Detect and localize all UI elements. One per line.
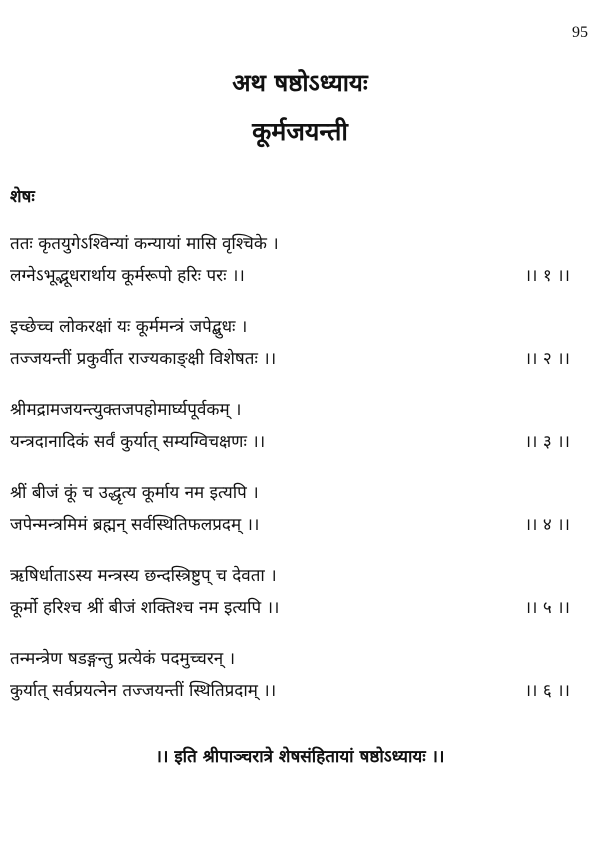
verse-line-with-number (10, 675, 570, 707)
colophon: ।। इति श्रीपाञ्चरात्रे शेषसंहितायां षष्ठोऽध्यायः ।। (155, 747, 445, 767)
verse-line-text: तज्जयन्तीं प्रकुर्वीत राज्यकाङ्क्षी विशेषतः ।। (10, 349, 277, 369)
verse-number: ।। १ ।। (524, 266, 570, 286)
verse-line: ऋषिर्धाताऽस्य मन्त्रस्य छन्दस्त्रिष्टुप् च देवता । (10, 566, 277, 586)
verse-line: ततः कृतयुगेऽश्विन्यां कन्यायां मासि वृश्चिके । (10, 234, 279, 254)
verse-line-with-number (10, 426, 570, 458)
chapter-subtitle: कूर्मजयन्ती (252, 117, 348, 146)
verse-line-text: कूर्मो हरिश्च श्रीं बीजं शक्तिश्च नम इत्यपि ।। (10, 598, 280, 618)
verse-line-with-number (10, 343, 570, 375)
verse-line-with-number (10, 592, 570, 624)
verse-block (10, 560, 570, 624)
verse-number: ।। २ ।। (524, 349, 570, 369)
speaker-label: शेषः (10, 187, 35, 207)
verse-block (10, 311, 570, 375)
verse-line: तन्मन्त्रेण षडङ्गन्तु प्रत्येकं पदमुच्चरन् । (10, 649, 236, 669)
verse-line-text: जपेन्मन्त्रमिमं ब्रह्मन् सर्वस्थितिफलप्रदम् ।। (10, 515, 260, 535)
verse-block (10, 394, 570, 458)
verse-line-with-number (10, 509, 570, 541)
verse-block (10, 228, 570, 292)
verse-number: ।। ३ ।। (524, 432, 570, 452)
verse-block (10, 643, 570, 707)
verse-line-text: कुर्यात् सर्वप्रयत्नेन तज्जयन्तीं स्थितिप्रदाम् ।। (10, 681, 277, 701)
verse-number: ।। ६ ।। (524, 681, 570, 701)
verse-line: श्रीं बीजं कूं च उद्धृत्य कूर्माय नम इत्यपि । (10, 483, 259, 503)
verse-number: ।। ५ ।। (524, 598, 570, 618)
verse-block (10, 477, 570, 541)
verse-line: इच्छेच्च लोकरक्षां यः कूर्ममन्त्रं जपेद्बुधः । (10, 317, 248, 337)
verse-line-text: लग्नेऽभूद्भूधरार्थाय कूर्मरूपो हरिः परः ।। (10, 266, 245, 286)
verse-number: ।। ४ ।। (524, 515, 570, 535)
verse-line-with-number (10, 260, 570, 292)
verse-line: श्रीमद्रामजयन्त्युक्तजपहोमार्घ्यपूर्वकम् । (10, 400, 242, 420)
page-number: 95 (572, 24, 588, 41)
verse-line-text: यन्त्रदानादिकं सर्वं कुर्यात् सम्यग्विचक्षणः ।। (10, 432, 266, 452)
chapter-title: अथ षष्ठोऽध्यायः (232, 69, 368, 97)
